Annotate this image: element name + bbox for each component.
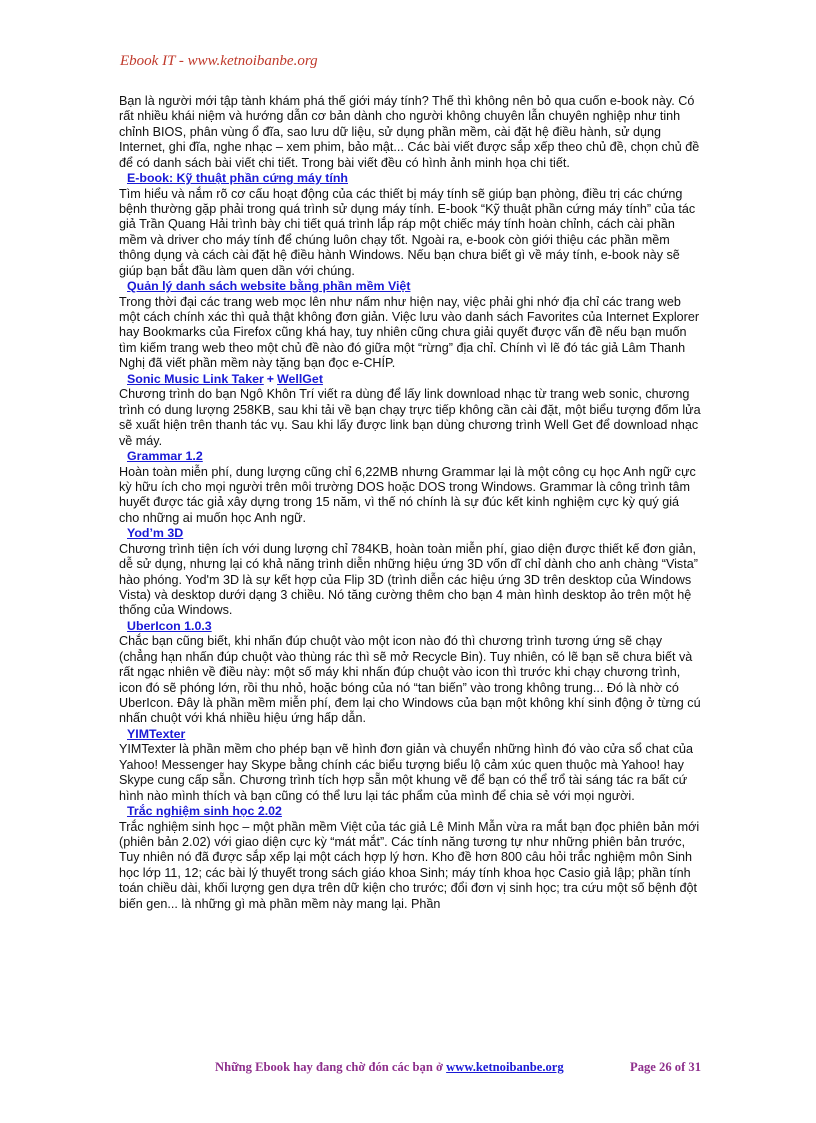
section-title-yimtexter bbox=[127, 727, 701, 743]
section-body-grammar: Hoàn toàn miễn phí, dung lượng cũng chỉ 6,22MB nhưng Grammar lại là một công cụ học Anh ngữ cực kỳ hữu ích cho mọi người trên môi trường DOS hoặc DOS trong Windows. Grammar là công trình tâm huyết được tác giả xây dựng trong 15 năm, vì thế nó chính là sự đúc kết kinh nghiệm cực kỳ quý giá cho những ai muốn học Anh ngữ. bbox=[119, 464, 696, 525]
section-link-grammar[interactable]: Grammar 1.2 bbox=[127, 448, 203, 463]
intro-paragraph: Bạn là người mới tập tành khám phá thế giới máy tính? Thế thì không nên bỏ qua cuốn e-book này. Có rất nhiều khái niệm và hướng dẫn cơ bản dành cho người không chuyên lẫn chuyên nghiệp như tinh chỉnh BIOS, phân vùng ổ đĩa, sao lưu dữ liệu, sử dụng phần mềm, cài đặt hệ điều hành, sử dụng Internet, ghi đĩa, nghe nhạc – xem phim, bảo mật... Các bài viết được sắp xếp theo chủ đề, chọn chủ đề để có danh sách bài viết chi tiết. Trong bài viết đều có hình ảnh minh họa chi tiết. bbox=[119, 94, 700, 170]
section-title-ubericon bbox=[127, 619, 701, 635]
page-number: Page 26 of 31 bbox=[630, 1060, 701, 1074]
section-body-website-manager: Trong thời đại các trang web mọc lên như nấm như hiện nay, việc phải ghi nhớ địa chỉ các trang web một cách chính xác thì quả thật không đơn giản. Việc lưu vào danh sách Favorites của Internet Explorer hay Bookmarks của Firefox cũng khá hay, tuy nhiên cũng chưa giải quyết được vấn đề nếu bạn muốn tìm kiếm trang web theo một chủ đề nào đó giữa một “rừng” địa chỉ. Chính vì lẽ đó tác giả Lâm Thanh Nghị đã viết phần mềm này tặng bạn đọc e-CHÍP. bbox=[119, 294, 700, 371]
section-title-sonic-music bbox=[127, 372, 701, 388]
section-body-yimtexter: YIMTexter là phần mềm cho phép bạn vẽ hình đơn giản và chuyển những hình đó vào cửa sổ chat của Yahoo! Messenger hay Skype bằng chính các biểu tượng biểu lộ cảm xúc quen thuộc mà Yahoo! hay Skype cung cấp sẵn. Chương trình tích hợp sẵn một khung vẽ để bạn có thể trổ tài sáng tác ra bất cứ hình nào mình thích và bạn cũng có thể lưu lại tác phẩm của mình để chia sẻ với mọi người. bbox=[119, 742, 694, 803]
section-body-hardware-ebook: Tìm hiểu và nắm rõ cơ cấu hoạt động của các thiết bị máy tính sẽ giúp bạn phòng, điều trị các chứng bệnh thường gặp phải trong quá trình sử dụng máy tính. E-book “Kỹ thuật phần cứng máy tính” của tác giả Trần Quang Hải trình bày chi tiết quá trình lắp ráp một chiếc máy tính hoàn chỉnh, cách cài phần mềm và driver cho máy tính để chúng luôn chạy tốt. Ngoài ra, e-book còn giới thiệu các phần mềm thông dụng và cách cài đặt hệ điều hành Windows. Nếu bạn chưa biết gì về máy tính, e-book này sẽ giúp bạn bắt đầu làm quen dần với chúng. bbox=[119, 186, 696, 278]
plus-separator: + bbox=[266, 371, 275, 386]
page-header: Ebook IT - www.ketnoibanbe.org bbox=[120, 53, 318, 69]
section-title-hardware-ebook bbox=[127, 171, 701, 187]
section-link-wellget[interactable]: WellGet bbox=[277, 371, 323, 386]
section-body-ubericon: Chắc bạn cũng biết, khi nhấn đúp chuột vào một icon nào đó thì chương trình tương ứng sẽ chạy (chẳng hạn nhấn đúp chuột vào thùng rác thì sẽ mở Recycle Bin). Tuy nhiên, có lẽ bạn sẽ chưa biết và rất ngạc nhiên về điều này: một số máy khi nhấn đúp chuột vào icon thì trước khi chạy chương trình, icon đó sẽ phóng lớn, rồi thu nhỏ, hoặc bóng của nó “tan biến” vào trong không trung... Đó là nhờ có UberIcon. Đây là phần mềm miễn phí, đem lại cho Windows của bạn một không khí sinh động ở từng cú nhấn chuột với khá nhiều hiệu ứng hấp dẫn. bbox=[119, 634, 701, 726]
section-link-hardware-ebook[interactable]: E-book: Kỹ thuật phần cứng máy tính bbox=[127, 171, 348, 186]
section-title-biology-quiz bbox=[127, 804, 701, 820]
section-link-website-manager[interactable]: Quản lý danh sách website bằng phần mềm Việt bbox=[127, 279, 411, 294]
section-link-yimtexter[interactable]: YIMTexter bbox=[127, 726, 186, 741]
section-title-website-manager bbox=[127, 279, 701, 295]
section-link-biology-quiz[interactable]: Trắc nghiệm sinh học 2.02 bbox=[127, 804, 282, 818]
section-link-yodm-3d[interactable]: Yod’m 3D bbox=[127, 526, 184, 541]
footer-text: Những Ebook hay đang chờ đón các bạn ở bbox=[215, 1060, 447, 1074]
section-link-sonic-music[interactable]: Sonic Music Link Taker bbox=[127, 371, 264, 386]
section-title-yodm-3d bbox=[127, 526, 701, 542]
footer-promo bbox=[215, 1060, 564, 1075]
page-footer bbox=[215, 1060, 701, 1075]
section-body-sonic-music: Chương trình do bạn Ngô Khôn Trí viết ra dùng để lấy link download nhạc từ trang web sonic, chương trình có dung lượng 258KB, sau khi tải về bạn chạy trực tiếp không cần cài đặt, một biểu tượng đốm lửa sẽ xuất hiện trên thanh tác vụ. Sau khi lấy được link bạn dùng chương trình Well Get để download nhạc về máy. bbox=[119, 387, 701, 448]
footer-link[interactable]: www.ketnoibanbe.org bbox=[446, 1060, 564, 1074]
article-content bbox=[119, 94, 701, 912]
section-title-grammar bbox=[127, 449, 701, 465]
section-link-ubericon[interactable]: UberIcon 1.0.3 bbox=[127, 618, 212, 633]
section-body-biology-quiz: Trắc nghiệm sinh học – một phần mềm Việt của tác giả Lê Minh Mẫn vừa ra mắt bạn đọc phiên bản mới (phiên bản 2.02) với giao diện cực kỳ “mát mắt”. Các tính năng tương tự như những phiên bản trước, Tuy nhiên nó đã được sắp xếp lại một cách hợp lý hơn. Kho đề hơn 800 câu hỏi trắc nghiệm môn Sinh học lớp 11, 12; các bài lý thuyết trong sách giáo khoa Sinh; máy tính khoa học Casio giả lập; phần tính toán chiều dài, khối lượng gen dựa trên dữ kiện cho trước; đổi đơn vị sinh học; tra cứu một số bệnh đột biến gen... là những gì mà phần mềm này mang lại. Phần bbox=[119, 819, 700, 911]
section-body-yodm-3d: Chương trình tiện ích với dung lượng chỉ 784KB, hoàn toàn miễn phí, giao diện được thiết kế đơn giản, dễ sử dụng, nhưng lại có khả năng trình diễn những hiệu ứng 3D vốn dĩ chỉ dành cho anh chàng “Vista” hào phóng. Yod'm 3D là sự kết hợp của Flip 3D (trình diễn các hiệu ứng 3D trên desktop của Windows Vista) và desktop dưới dạng 3 chiều. Nó tăng cường thêm cho bạn 4 màn hình desktop ảo trên một hệ thống của Windows. bbox=[119, 541, 698, 618]
